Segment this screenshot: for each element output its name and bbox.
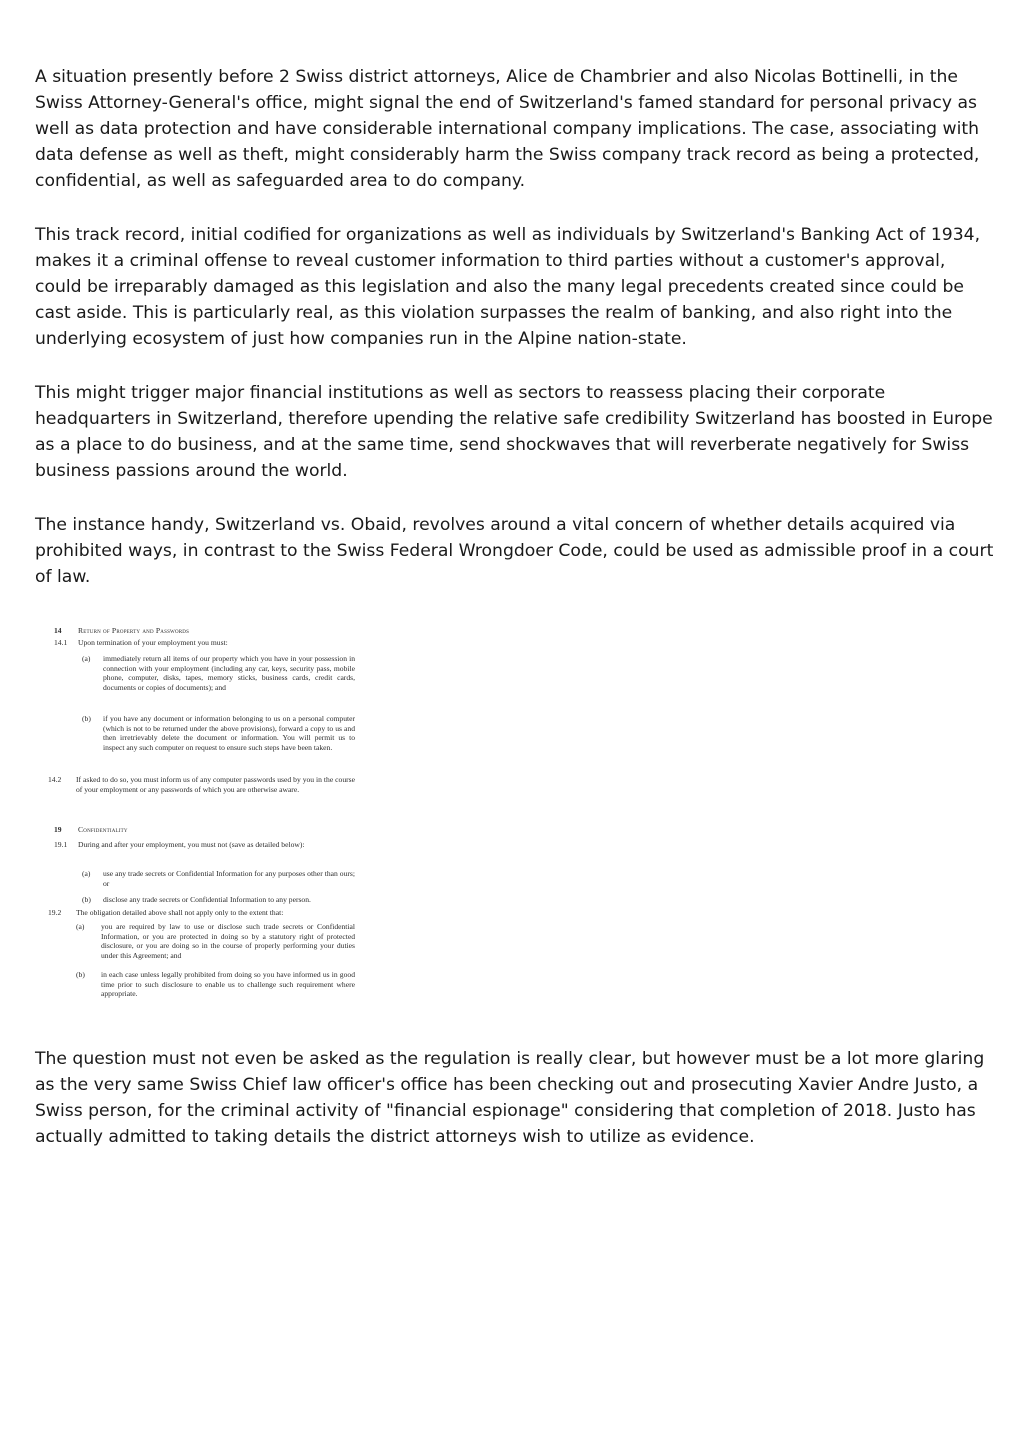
item-label: (a) bbox=[82, 869, 91, 878]
item-text: in each case unless legally prohibited from doing so you have informed us in good time prior to such disclosure to enable us to challenge such requirement where appropriate. bbox=[101, 970, 355, 998]
clause-number: 14.2 bbox=[48, 775, 62, 784]
item-label: (b) bbox=[76, 970, 85, 979]
clause-number: 19.1 bbox=[54, 840, 68, 849]
item-text: you are required by law to use or disclose such trade secrets or Confidential Information, or you are protected in doing so by a statutory right of protected disclosure, or you are doing so in the course of properly performing your duties under this Agreement; and bbox=[101, 922, 355, 960]
item-label: (a) bbox=[82, 654, 91, 663]
clause-text: If asked to do so, you must inform us of any computer passwords used by you in the course of your employment or any passwords of which you are otherwise aware. bbox=[76, 775, 355, 794]
item-label: (b) bbox=[82, 895, 91, 904]
section-heading: Confidentiality bbox=[78, 825, 128, 834]
article-paragraph: A situation presently before 2 Swiss district attorneys, Alice de Chambrier and also Nicolas Bottinelli, in the Swiss Attorney-General's office, might signal the end of Switzerland's famed standard for personal privacy as well as data protection and have considerable international company implications. The case, associating with data defense as well as theft, might considerably harm the Swiss company track record as being a protected, confidential, as well as safeguarded area to do company. bbox=[35, 67, 980, 191]
item-label: (a) bbox=[76, 922, 85, 931]
article-paragraph: This might trigger major financial institutions as well as sectors to reassess placing their corporate headquarters in Switzerland, therefore upending the relative safe credibility Switzerland has boosted in Europe as a place to do business, and at the same time, send shockwaves that will reverberate negatively for Swiss business passions around the world. bbox=[35, 383, 993, 481]
item-text: immediately return all items of our property which you have in your possession in connection with your employment (including any car, keys, security pass, mobile phone, computer, disks, tapes, memory sticks, business cards, credit cards, documents or copies of documents); and bbox=[103, 654, 355, 692]
section-heading: Return of Property and Passwords bbox=[78, 626, 190, 635]
clause-number: 14.1 bbox=[54, 638, 68, 647]
item-text: use any trade secrets or Confidential Information for any purposes other than ours; or bbox=[103, 869, 355, 888]
article-paragraph: The instance handy, Switzerland vs. Obaid, revolves around a vital concern of whether details acquired via prohibited ways, in contrast to the Swiss Federal Wrongdoer Code, could be used as admissible proof in a court of law. bbox=[35, 515, 994, 587]
clause-text: The obligation detailed above shall not apply only to the extent that: bbox=[76, 908, 284, 917]
item-text: if you have any document or information belonging to us on a personal computer (which is not to be returned under the above provisions), forward a copy to us and then irretrievably delete the document or information. You will permit us to inspect any such computer on request to ensure such steps have been taken. bbox=[103, 714, 355, 752]
clause-number: 19.2 bbox=[48, 908, 62, 917]
clause-text: During and after your employment, you must not (save as detailed below): bbox=[78, 840, 305, 849]
section-number: 14 bbox=[54, 626, 62, 635]
section-number: 19 bbox=[54, 825, 62, 834]
item-text: disclose any trade secrets or Confidential Information to any person. bbox=[103, 895, 311, 904]
item-label: (b) bbox=[82, 714, 91, 723]
contract-excerpt-image bbox=[46, 620, 362, 1015]
article-paragraph: The question must not even be asked as the regulation is really clear, but however must be a lot more glaring as the very same Swiss Chief law officer's office has been checking out and prosecuting Xavier Andre Justo, a Swiss person, for the criminal activity of "financial espionage" considering that completion of 2018. Justo has actually admitted to taking details the district attorneys wish to utilize as evidence. bbox=[35, 1049, 985, 1147]
article-paragraph: This track record, initial codified for organizations as well as individuals by Switzerland's Banking Act of 1934, makes it a criminal offense to reveal customer information to third parties without a customer's approval, could be irreparably damaged as this legislation and also the many legal precedents created since could be cast aside. This is particularly real, as this violation surpasses the realm of banking, and also right into the underlying ecosystem of just how companies run in the Alpine nation-state. bbox=[35, 225, 981, 349]
clause-text: Upon termination of your employment you must: bbox=[78, 638, 228, 647]
